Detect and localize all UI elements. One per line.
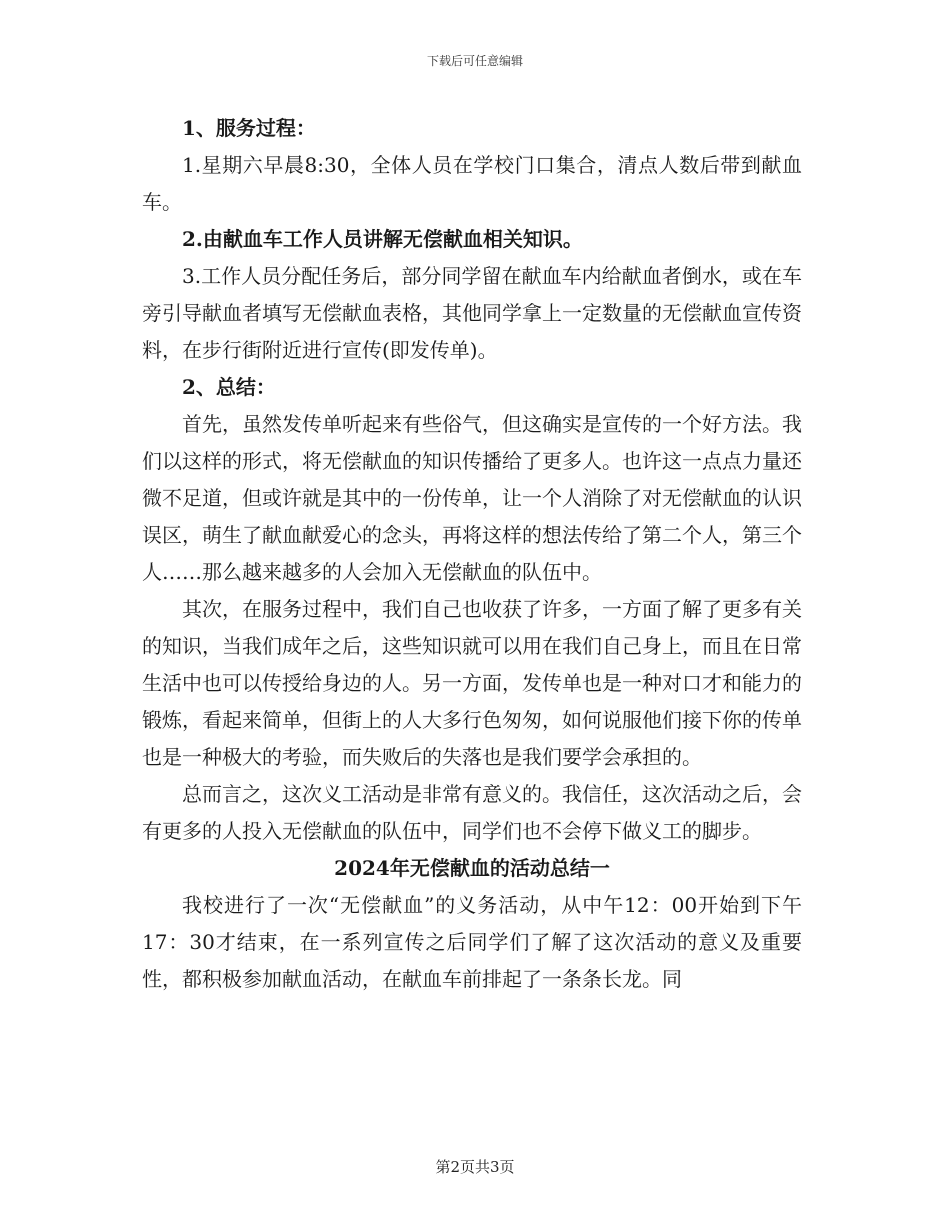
paragraph-conclusion: 总而言之，这次义工活动是非常有意义的。我信任，这次活动之后，会有更多的人投入无偿献血的队伍中，同学们也不会停下做义工的脚步。	[142, 782, 802, 843]
heading-service-process: 1、服务过程：	[182, 116, 316, 140]
paragraph-next-section: 我校进行了一次“无偿献血”的义务活动，从中午12：00开始到下午17：30才结束，在一系列宣传之后同学们了解了这次活动的意义及重要性，都积极参加献血活动，在献血车前排起了一条条长龙。同	[142, 893, 802, 991]
paragraph-step-2: 2.由献血车工作人员讲解无偿献血相关知识。	[182, 227, 583, 251]
paragraph-second: 其次，在服务过程中，我们自己也收获了许多，一方面了解了更多有关的知识，当我们成年之后，这些知识就可以用在我们自己身上，而且在日常生活中也可以传授给身边的人。另一方面，发传单也是一种对口才和能力的锻炼，看起来简单，但街上的人大多行色匆匆，如何说服他们接下你的传单也是一种极大的考验，而失败后的失落也是我们要学会承担的。	[142, 597, 802, 769]
document-body	[142, 110, 802, 998]
section-title: 2024年无偿献血的活动总结一	[334, 856, 610, 880]
heading-summary: 2、总结：	[182, 375, 276, 399]
page-header: 下载后可任意编辑	[426, 54, 523, 68]
page-number: 第2页共3页	[435, 1158, 515, 1176]
paragraph-step-1: 1.星期六早晨8:30，全体人员在学校门口集合，清点人数后带到献血车。	[142, 153, 802, 214]
paragraph-first: 首先，虽然发传单听起来有些俗气，但这确实是宣传的一个好方法。我们以这样的形式，将无偿献血的知识传播给了更多人。也许这一点点力量还微不足道，但或许就是其中的一份传单，让一个人消除了对无偿献血的认识误区，萌生了献血献爱心的念头，再将这样的想法传给了第二个人，第三个人……那么越来越多的人会加入无偿献血的队伍中。	[142, 412, 802, 584]
paragraph-step-3: 3.工作人员分配任务后，部分同学留在献血车内给献血者倒水，或在车旁引导献血者填写无偿献血表格，其他同学拿上一定数量的无偿献血宣传资料，在步行街附近进行宣传(即发传单)。	[142, 264, 802, 362]
